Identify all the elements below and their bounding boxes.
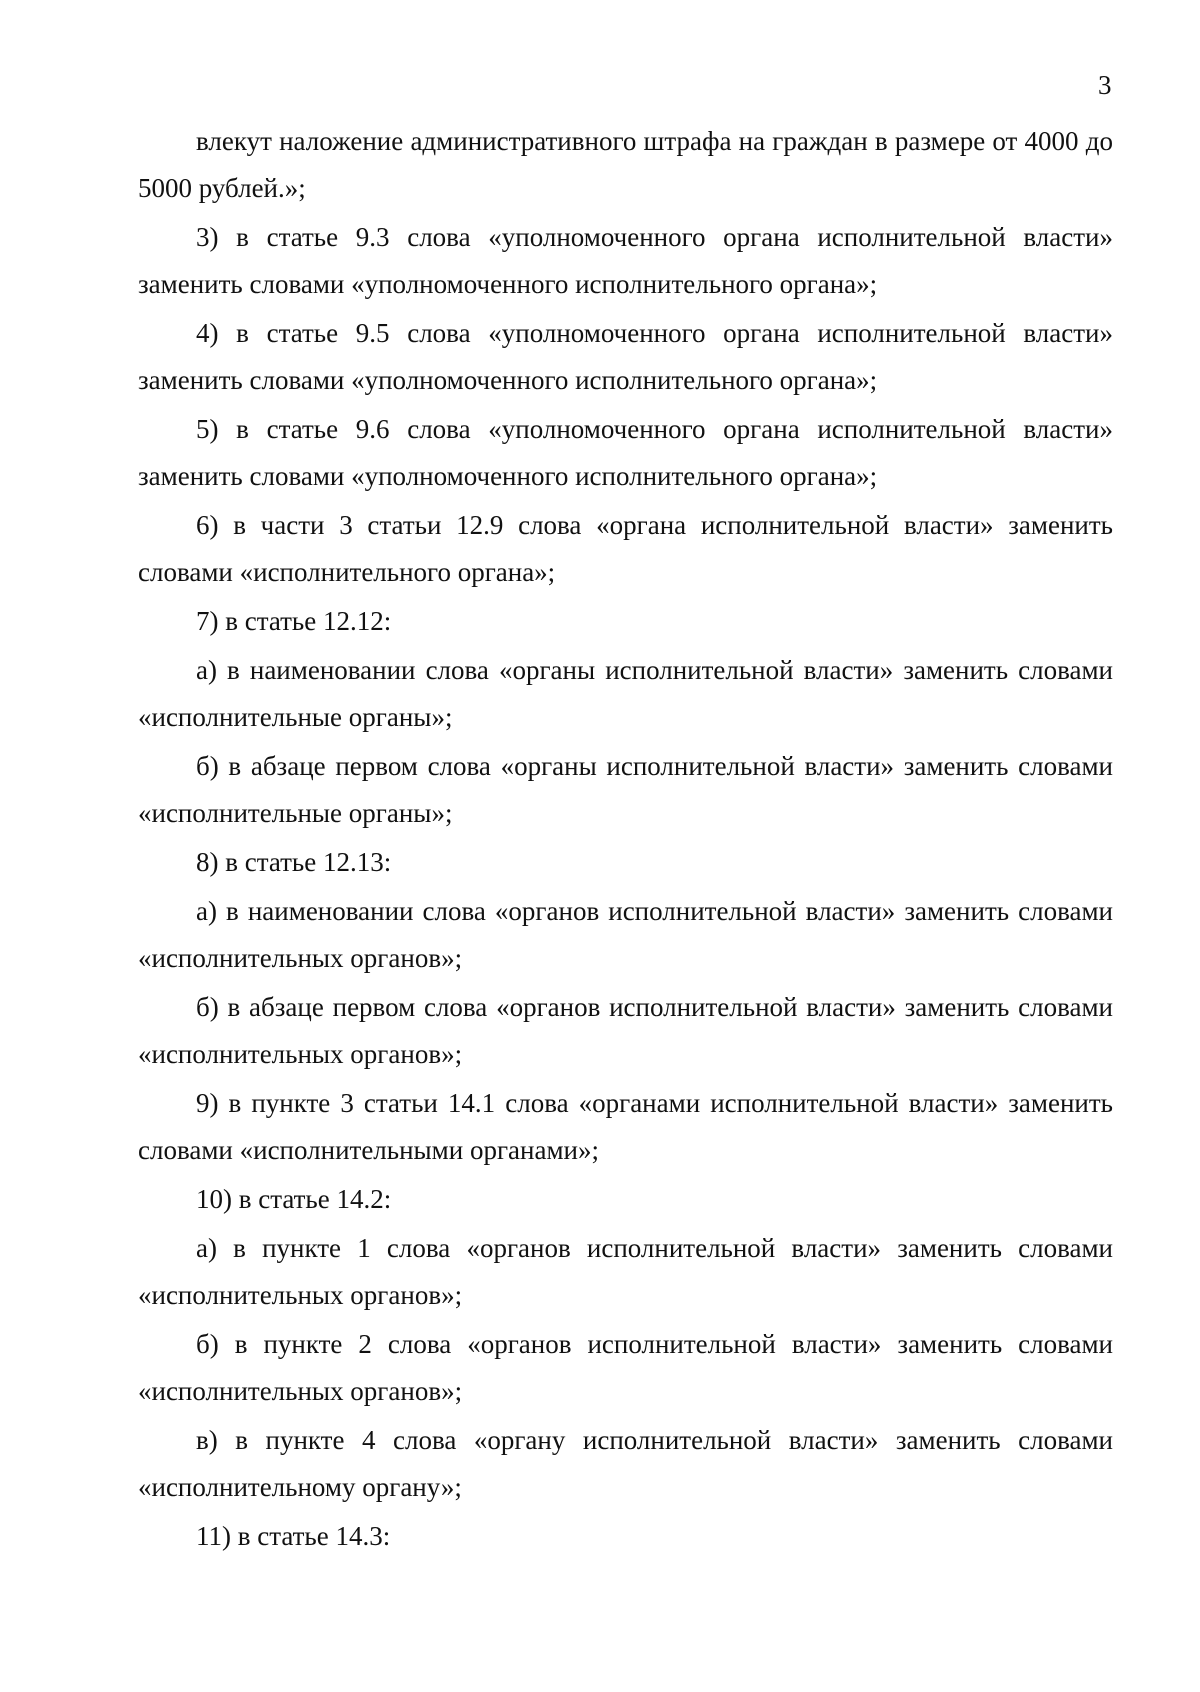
paragraph: 3) в статье 9.3 слова «уполномоченного органа исполнительной власти» заменить словами «уполномоченного исполнительного органа»; (138, 222, 1113, 299)
page-number: 3 (1098, 70, 1112, 100)
paragraph: б) в абзаце первом слова «органов исполнительной власти» заменить словами «исполнительных органов»; (138, 992, 1113, 1069)
article-heading: 7) в статье 12.12: (196, 606, 392, 636)
document-body (138, 118, 1113, 1562)
article-heading: 10) в статье 14.2: (196, 1184, 392, 1214)
article-heading: 11) в статье 14.3: (196, 1521, 391, 1551)
paragraph: в) в пункте 4 слова «органу исполнительной власти» заменить словами «исполнительному органу»; (138, 1425, 1113, 1502)
paragraph: а) в наименовании слова «органов исполнительной власти» заменить словами «исполнительных органов»; (138, 896, 1113, 973)
paragraph: влекут наложение административного штрафа на граждан в размере от 4000 до 5000 рублей.»; (138, 126, 1113, 203)
article-heading: 8) в статье 12.13: (196, 847, 392, 877)
paragraph: а) в пункте 1 слова «органов исполнительной власти» заменить словами «исполнительных органов»; (138, 1233, 1113, 1310)
paragraph: б) в абзаце первом слова «органы исполнительной власти» заменить словами «исполнительные органы»; (138, 751, 1113, 828)
paragraph: 6) в части 3 статьи 12.9 слова «органа исполнительной власти» заменить словами «исполнительного органа»; (138, 510, 1113, 587)
paragraph: 9) в пункте 3 статьи 14.1 слова «органами исполнительной власти» заменить словами «исполнительными органами»; (138, 1088, 1113, 1165)
paragraph: 5) в статье 9.6 слова «уполномоченного органа исполнительной власти» заменить словами «уполномоченного исполнительного органа»; (138, 414, 1113, 491)
paragraph: б) в пункте 2 слова «органов исполнительной власти» заменить словами «исполнительных органов»; (138, 1329, 1113, 1406)
paragraph: а) в наименовании слова «органы исполнительной власти» заменить словами «исполнительные органы»; (138, 655, 1113, 732)
paragraph: 4) в статье 9.5 слова «уполномоченного органа исполнительной власти» заменить словами «уполномоченного исполнительного органа»; (138, 318, 1113, 395)
